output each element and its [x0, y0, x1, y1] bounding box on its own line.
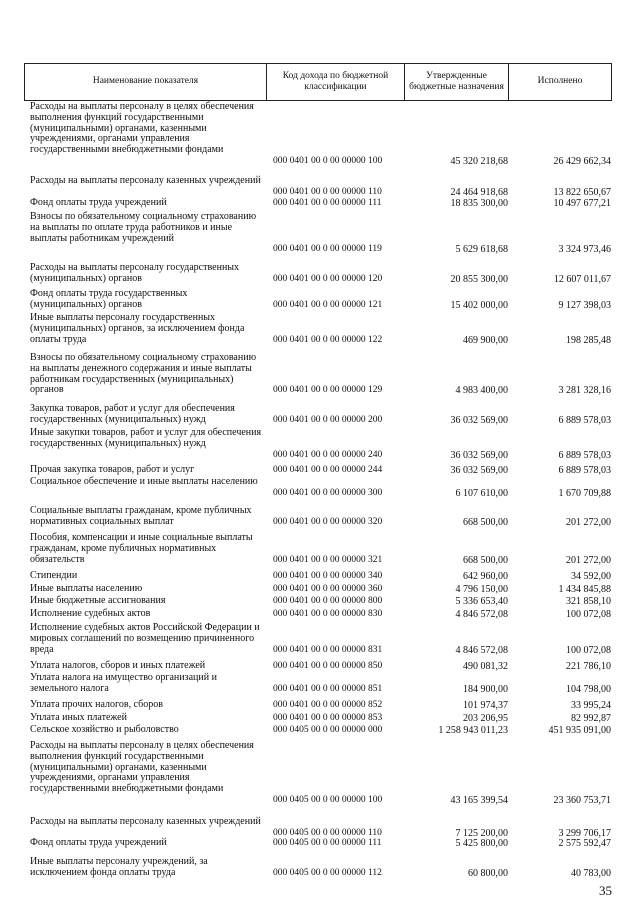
table-row [0, 353, 640, 396]
cell-executed: 10 497 677,21 [553, 198, 611, 209]
cell-approved: 6 107 610,00 [455, 487, 508, 499]
table-row [0, 713, 640, 724]
cell-executed: 82 992,87 [571, 713, 611, 724]
cell-approved: 5 336 653,40 [455, 596, 508, 607]
cell-name: Прочая закупка товаров, работ и услуг [30, 464, 195, 475]
cell-name: Фонд оплаты труда учреждений [30, 837, 167, 848]
cell-code: 000 0401 00 0 00 00000 320 [273, 516, 383, 527]
cell-executed: 1 434 845,88 [558, 584, 611, 595]
cell-executed: 23 360 753,71 [553, 795, 611, 806]
table-row [0, 725, 640, 736]
table-row [0, 176, 640, 198]
cell-approved: 5 425 800,00 [455, 838, 508, 849]
cell-executed: 198 285,48 [566, 334, 611, 346]
table-row [0, 289, 640, 311]
table-row [0, 198, 640, 209]
cell-approved: 18 835 300,00 [450, 198, 508, 209]
cell-name: Закупка товаров, работ и услуг для обеспечения государственных (муниципальных) нужд [30, 403, 235, 425]
cell-code: 000 0401 00 0 00 00000 831 [273, 644, 383, 655]
cell-name: Фонд оплаты труда учреждений [30, 197, 167, 208]
cell-executed: 26 429 662,34 [553, 156, 611, 167]
header-approved: Утвержденные бюджетные назначения [404, 63, 508, 101]
cell-executed: 2 575 592,47 [558, 838, 611, 849]
cell-executed: 451 935 091,00 [548, 725, 611, 736]
cell-code: 000 0401 00 0 00 00000 129 [273, 385, 383, 396]
cell-approved: 668 500,00 [463, 516, 508, 528]
cell-approved: 4 983 400,00 [455, 385, 508, 397]
table-row [0, 584, 640, 595]
table-row [0, 700, 640, 711]
table-row [0, 838, 640, 849]
table-row [0, 623, 640, 655]
cell-code: 000 0401 00 0 00 00000 111 [273, 198, 382, 208]
cell-executed: 3 299 706,17 [558, 827, 611, 839]
cell-name: Сельское хозяйство и рыболовство [30, 724, 179, 735]
cell-code: 000 0405 00 0 00 00000 000 [273, 725, 383, 735]
cell-code: 000 0401 00 0 00 00000 852 [273, 700, 383, 710]
cell-approved: 36 032 569,00 [450, 449, 508, 461]
table-row [0, 596, 640, 607]
cell-executed: 100 072,08 [566, 609, 611, 620]
cell-approved: 60 800,00 [468, 867, 508, 879]
cell-executed: 9 127 398,03 [558, 299, 611, 311]
table-row [0, 477, 640, 499]
cell-executed: 6 889 578,03 [558, 414, 611, 426]
cell-code: 000 0405 00 0 00 00000 112 [273, 867, 382, 878]
cell-code: 000 0401 00 0 00 00000 300 [273, 487, 383, 498]
cell-approved: 7 125 200,00 [455, 827, 508, 839]
cell-name: Уплата прочих налогов, сборов [30, 699, 163, 710]
cell-code: 000 0405 00 0 00 00000 110 [273, 827, 382, 838]
cell-executed: 40 783,00 [571, 867, 611, 879]
cell-code: 000 0401 00 0 00 00000 800 [273, 596, 383, 606]
table-row [0, 263, 640, 285]
cell-name: Иные бюджетные ассигнования [30, 595, 166, 606]
table-row [0, 673, 640, 695]
cell-name: Иные закупки товаров, работ и услуг для обеспечения государственных (муниципальных) нужд [30, 427, 262, 449]
cell-approved: 43 165 399,54 [450, 795, 508, 806]
cell-code: 000 0401 00 0 00 00000 853 [273, 713, 383, 723]
cell-name: Расходы на выплаты персоналу в целях обеспечения выполнения функций государственными (муниципальными) органами, казенными учреждениями, органами управления государственными внебюджетными фондами [30, 740, 254, 795]
cell-approved: 45 320 218,68 [450, 156, 508, 167]
cell-name: Иные выплаты персоналу государственных (муниципальных) органов, за исключением фонда оплаты труда [30, 312, 245, 345]
cell-approved: 184 900,00 [463, 683, 508, 695]
cell-code: 000 0401 00 0 00 00000 122 [273, 334, 383, 345]
cell-name: Уплата налога на имущество организаций и земельного налога [30, 672, 217, 694]
cell-code: 000 0401 00 0 00 00000 120 [273, 273, 383, 284]
cell-approved: 4 796 150,00 [455, 584, 508, 595]
table-row [0, 428, 640, 460]
cell-approved: 36 032 569,00 [450, 414, 508, 426]
table-row [0, 102, 640, 167]
cell-name: Стипендии [30, 570, 78, 581]
header-executed: Исполнено [508, 63, 612, 101]
cell-name: Иные выплаты населению [30, 583, 143, 594]
cell-approved: 668 500,00 [463, 554, 508, 566]
cell-code: 000 0401 00 0 00 00000 110 [273, 186, 382, 197]
table-row [0, 661, 640, 672]
cell-code: 000 0405 00 0 00 00000 111 [273, 838, 382, 848]
cell-executed: 100 072,08 [566, 644, 611, 656]
cell-approved: 101 974,37 [463, 700, 508, 711]
cell-code: 000 0401 00 0 00 00000 321 [273, 554, 383, 565]
cell-name: Взносы по обязательному социальному страхованию на выплаты по оплате труда работников и иные выплаты работникам учреждений [30, 211, 257, 244]
table-row [0, 404, 640, 426]
cell-name: Расходы на выплаты персоналу в целях обеспечения выполнения функций государственными (муниципальными) органами, казенными учреждениями, органами управления государственными внебюджетными фондами [30, 101, 254, 156]
cell-approved: 203 206,95 [463, 713, 508, 724]
cell-name: Уплата иных платежей [30, 712, 127, 723]
cell-approved: 5 629 618,68 [455, 244, 508, 256]
cell-name: Исполнение судебных актов [30, 608, 151, 619]
cell-approved: 24 464 918,68 [450, 186, 508, 198]
cell-name: Расходы на выплаты персоналу казенных учреждений [30, 175, 261, 186]
table-row [0, 857, 640, 879]
cell-name: Исполнение судебных актов Российской Федерации и мировых соглашений по возмещению причиненного вреда [30, 622, 260, 655]
cell-approved: 15 402 000,00 [450, 299, 508, 311]
table-row [0, 533, 640, 565]
cell-code: 000 0401 00 0 00 00000 119 [273, 244, 382, 255]
table-row [0, 313, 640, 345]
cell-code: 000 0401 00 0 00 00000 240 [273, 449, 383, 460]
cell-code: 000 0401 00 0 00 00000 851 [273, 683, 383, 694]
cell-code: 000 0401 00 0 00 00000 850 [273, 661, 383, 671]
cell-executed: 201 272,00 [566, 554, 611, 566]
cell-executed: 34 592,00 [571, 571, 611, 582]
cell-name: Фонд оплаты труда государственных (муниципальных) органов [30, 288, 188, 310]
cell-executed: 321 858,10 [566, 596, 611, 607]
cell-executed: 33 995,24 [571, 700, 611, 711]
cell-name: Расходы на выплаты персоналу государственных (муниципальных) органов [30, 262, 240, 284]
cell-executed: 12 607 011,67 [553, 273, 611, 285]
table-row [0, 571, 640, 582]
cell-executed: 6 889 578,03 [558, 465, 611, 476]
cell-name: Социальные выплаты гражданам, кроме публичных нормативных социальных выплат [30, 505, 252, 527]
cell-code: 000 0401 00 0 00 00000 360 [273, 584, 383, 594]
cell-approved: 36 032 569,00 [450, 465, 508, 476]
table-row [0, 212, 640, 255]
cell-approved: 490 081,32 [463, 661, 508, 672]
header-name: Наименование показателя [24, 63, 266, 101]
cell-name: Взносы по обязательному социальному страхованию на выплаты денежного содержания и иные выплаты работникам государственных (муниципальных) органов [30, 352, 257, 396]
table-row [0, 506, 640, 528]
cell-approved: 1 258 943 011,23 [438, 725, 508, 736]
cell-executed: 3 324 973,46 [558, 244, 611, 256]
table-row [0, 465, 640, 476]
header-code: Код дохода по бюджетной классификации [266, 63, 404, 101]
cell-name: Иные выплаты персоналу учреждений, за исключением фонда оплаты труда [30, 856, 208, 878]
cell-executed: 3 281 328,16 [558, 385, 611, 397]
cell-executed: 1 670 709,88 [558, 487, 611, 499]
cell-code: 000 0401 00 0 00 00000 100 [273, 156, 383, 166]
cell-approved: 4 846 572,08 [455, 609, 508, 620]
cell-code: 000 0401 00 0 00 00000 340 [273, 571, 383, 581]
cell-executed: 13 822 650,67 [553, 186, 611, 198]
table-row [0, 817, 640, 839]
cell-name: Уплата налогов, сборов и иных платежей [30, 660, 206, 671]
cell-approved: 20 855 300,00 [450, 273, 508, 285]
cell-approved: 469 900,00 [463, 334, 508, 346]
cell-code: 000 0401 00 0 00 00000 200 [273, 414, 383, 425]
page-number: 35 [599, 883, 612, 898]
cell-executed: 104 798,00 [566, 683, 611, 695]
cell-name: Социальное обеспечение и иные выплаты населению [30, 476, 258, 487]
cell-code: 000 0401 00 0 00 00000 121 [273, 299, 383, 310]
cell-code: 000 0405 00 0 00 00000 100 [273, 795, 383, 805]
cell-name: Пособия, компенсации и иные социальные выплаты гражданам, кроме публичных нормативных обязательств [30, 532, 253, 565]
cell-executed: 221 786,10 [566, 661, 611, 672]
cell-approved: 642 960,00 [463, 571, 508, 582]
cell-code: 000 0401 00 0 00 00000 244 [273, 465, 383, 475]
table-row [0, 741, 640, 806]
cell-executed: 6 889 578,03 [558, 449, 611, 461]
cell-executed: 201 272,00 [566, 516, 611, 528]
cell-code: 000 0401 00 0 00 00000 830 [273, 609, 383, 619]
cell-name: Расходы на выплаты персоналу казенных учреждений [30, 816, 261, 827]
table-row [0, 609, 640, 620]
cell-approved: 4 846 572,08 [455, 644, 508, 656]
